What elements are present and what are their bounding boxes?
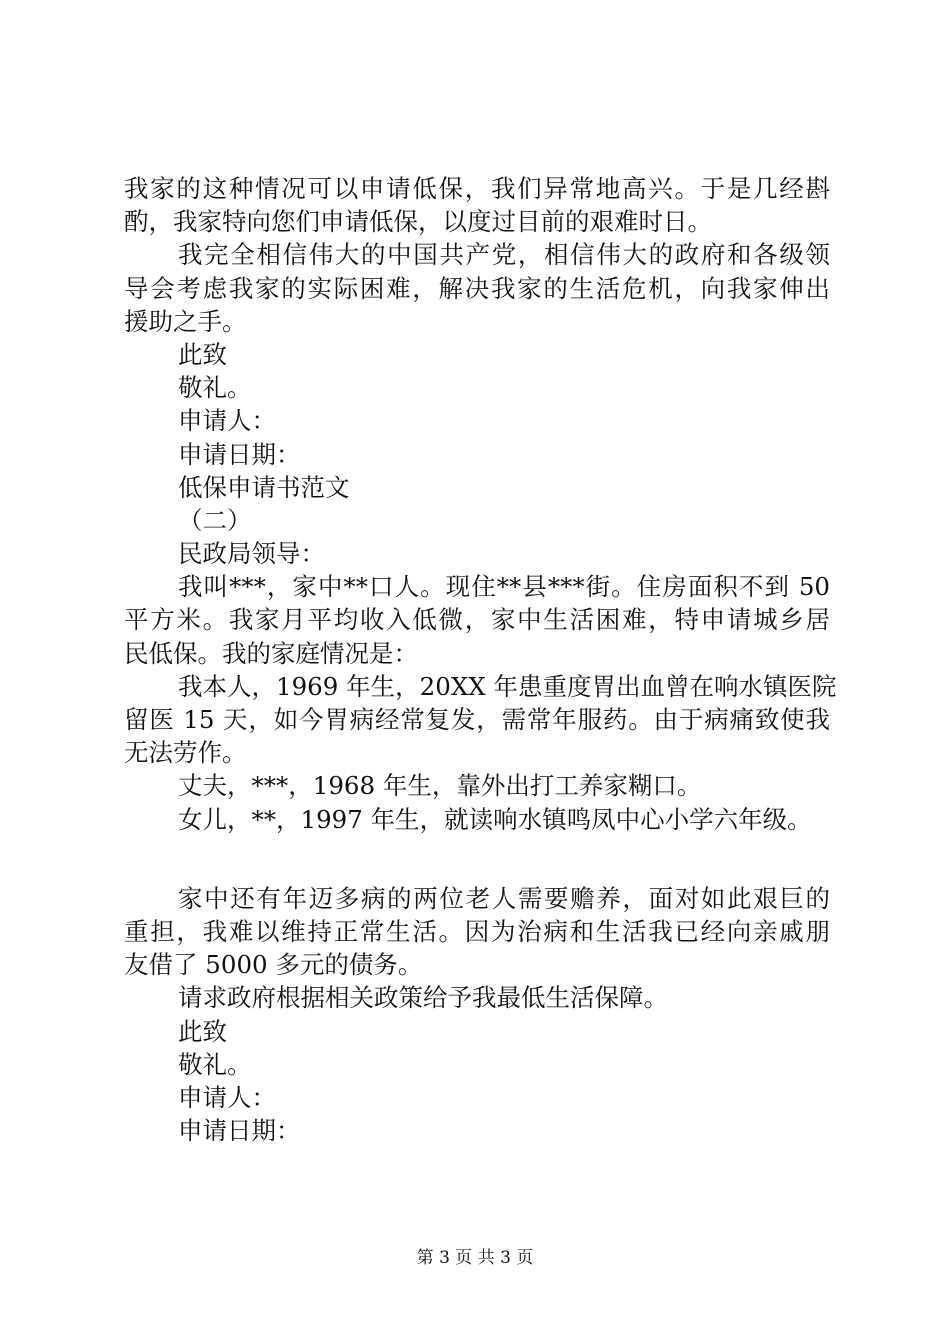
paragraph-daughter: 女儿，**，1997 年生，就读响水镇鸣凤中心小学六年级。 — [178, 804, 812, 834]
applicant-label: 申请人： — [178, 1082, 276, 1112]
paragraph-belief — [124, 238, 830, 338]
text-line: 友借了 5000 多元的债务。 — [124, 950, 423, 980]
text-line: 我家的这种情况可以申请低保，我们异常地高兴。于是几经斟 — [124, 174, 830, 203]
text-line: 我本人，1969 年生，20XX 年患重度胃出血曾在响水镇医院 — [178, 671, 837, 701]
closing-regards: 敬礼。 — [178, 1049, 252, 1079]
page-number-footer: 第 3 页 共 3 页 — [416, 1248, 534, 1268]
text-line: 我完全相信伟大的中国共产党，相信伟大的政府和各级领 — [178, 240, 830, 270]
blank-gap — [124, 836, 830, 882]
text-line: 家中还有年迈多病的两位老人需要赡养，面对如此艰巨的 — [178, 883, 830, 913]
text-line: 民低保。我的家庭情况是： — [124, 638, 418, 668]
paragraph-self — [124, 670, 837, 770]
section-number: （二） — [178, 505, 252, 535]
paragraph-continuation — [124, 172, 830, 238]
text-line: 重担，我难以维持正常生活。因为治病和生活我已经向亲戚朋 — [124, 916, 830, 946]
text-line: 援助之手。 — [124, 306, 247, 336]
closing-regards: 敬礼。 — [178, 373, 252, 403]
text-line: 我叫***，家中**口人。现住**县***街。住房面积不到 50 — [178, 572, 830, 602]
addressee: 民政局领导： — [178, 539, 325, 569]
paragraph-husband: 丈夫，***，1968 年生，靠外出打工养家糊口。 — [178, 771, 702, 801]
paragraph-request: 请求政府根据相关政策给予我最低生活保障。 — [178, 983, 668, 1013]
document-body — [124, 172, 837, 1147]
text-line: 导会考虑我家的实际困难，解决我家的生活危机，向我家伸出 — [124, 273, 830, 303]
closing-salutation: 此致 — [178, 339, 227, 369]
application-date-label: 申请日期： — [178, 1116, 301, 1146]
text-line: 无法劳作。 — [124, 738, 247, 768]
text-line: 留医 15 天，如今胃病经常复发，需常年服药。由于病痛致使我 — [124, 705, 830, 734]
section-title: 低保申请书范文 — [178, 472, 350, 502]
text-line: 平方米。我家月平均收入低微，家中生活困难，特申请城乡居 — [124, 605, 830, 635]
text-line: 酌，我家特向您们申请低保，以度过目前的艰难时日。 — [124, 207, 712, 237]
applicant-label: 申请人： — [178, 406, 276, 436]
paragraph-elders — [124, 882, 830, 982]
paragraph-introduction — [124, 570, 830, 670]
application-date-label: 申请日期： — [178, 439, 301, 469]
closing-salutation: 此致 — [178, 1016, 227, 1046]
